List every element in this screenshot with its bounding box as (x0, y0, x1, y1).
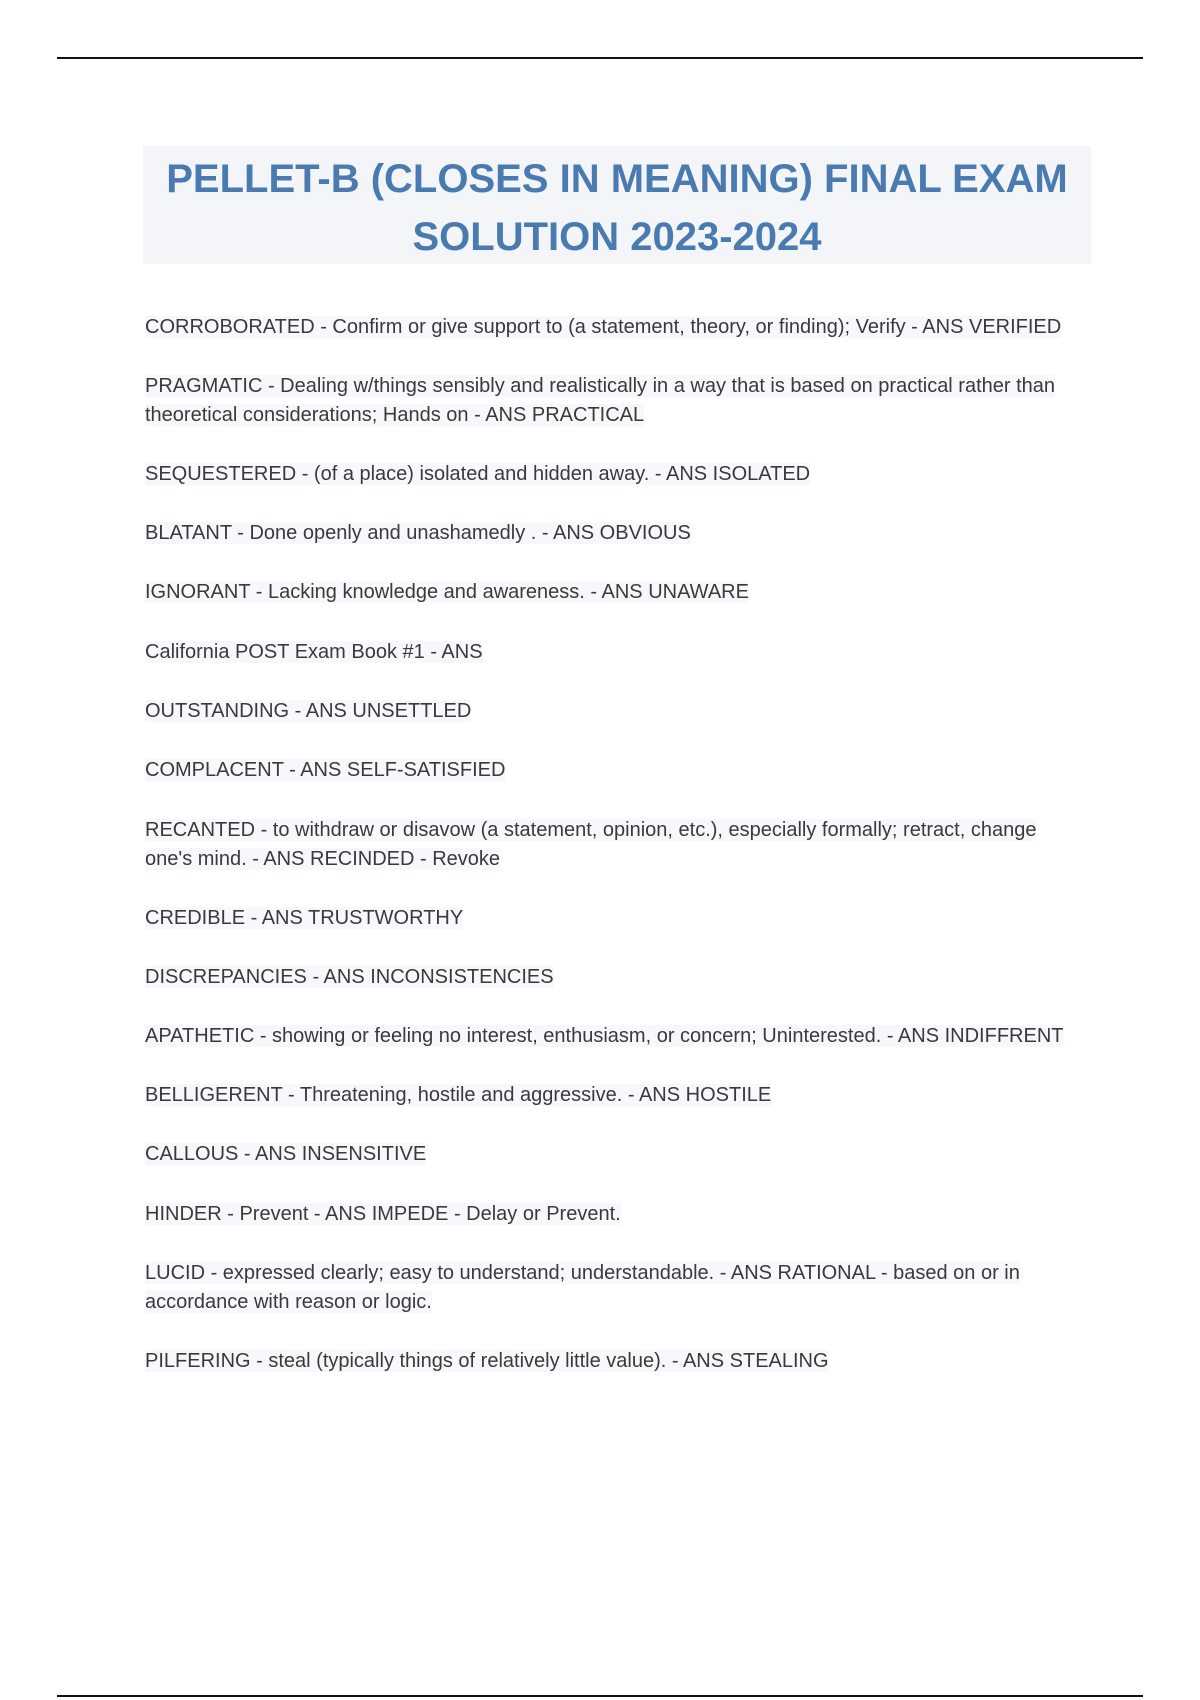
list-item: HINDER - Prevent - ANS IMPEDE - Delay or Prevent. (145, 1203, 621, 1225)
title-line-2: SOLUTION 2023-2024 (412, 215, 822, 259)
list-item: OUTSTANDING - ANS UNSETTLED (145, 700, 472, 722)
list-item: California POST Exam Book #1 - ANS (145, 641, 483, 663)
title-line-1: PELLET-B (CLOSES IN MEANING) FINAL EXAM (166, 157, 1068, 201)
list-item: DISCREPANCIES - ANS INCONSISTENCIES (145, 966, 554, 988)
header-rule (57, 57, 1143, 59)
list-item: LUCID - expressed clearly; easy to understand; understandable. - ANS RATIONAL - based on or in accordance with reason or logic. (145, 1262, 1020, 1313)
list-item: CORROBORATED - Confirm or give support to (a statement, theory, or finding); Verify - ANS VERIFIED (145, 316, 1062, 338)
list-item: IGNORANT - Lacking knowledge and awareness. - ANS UNAWARE (145, 581, 749, 603)
list-item: COMPLACENT - ANS SELF-SATISFIED (145, 759, 506, 781)
list-item: APATHETIC - showing or feeling no interest, enthusiasm, or concern; Uninterested. - ANS INDIFFRENT (145, 1025, 1064, 1047)
footer-rule (57, 1695, 1143, 1697)
list-item: CALLOUS - ANS INSENSITIVE (145, 1143, 427, 1165)
list-item: SEQUESTERED - (of a place) isolated and hidden away. - ANS ISOLATED (145, 463, 811, 485)
list-item: CREDIBLE - ANS TRUSTWORTHY (145, 907, 464, 929)
list-item: BELLIGERENT - Threatening, hostile and aggressive. - ANS HOSTILE (145, 1084, 772, 1106)
list-item: PRAGMATIC - Dealing w/things sensibly and realistically in a way that is based on practical rather than theoretical considerations; Hands on - ANS PRACTICAL (145, 375, 1056, 426)
list-item: BLATANT - Done openly and unashamedly . - ANS OBVIOUS (145, 522, 691, 544)
document-title (143, 146, 1091, 266)
entry-list (145, 313, 1085, 1376)
list-item: PILFERING - steal (typically things of relatively little value). - ANS STEALING (145, 1350, 829, 1372)
list-item: RECANTED - to withdraw or disavow (a statement, opinion, etc.), especially formally; retract, change one's mind. - ANS RECINDED - Revoke (145, 819, 1037, 870)
title-banner (143, 146, 1091, 264)
